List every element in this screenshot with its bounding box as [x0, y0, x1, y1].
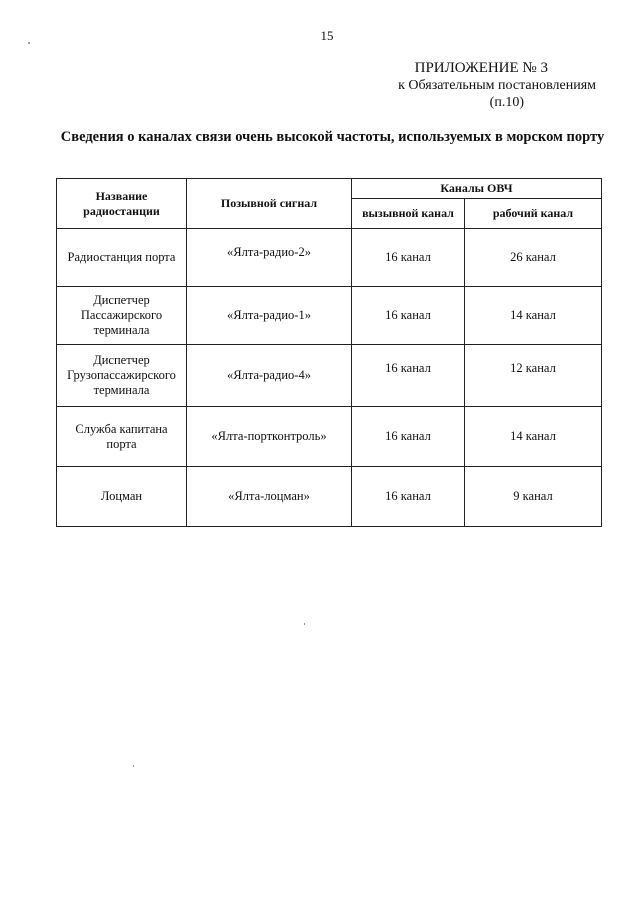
appendix-clause: (п.10): [489, 95, 524, 110]
station-name: Лоцман: [57, 467, 187, 527]
vhf-channels-table: [56, 178, 602, 527]
header-station-name: Название радиостанции: [57, 179, 187, 229]
appendix-block: [398, 60, 596, 111]
appendix-title: ПРИЛОЖЕНИЕ № 3: [414, 60, 548, 76]
table-row: [57, 407, 602, 467]
callsign: «Ялта-портконтроль»: [187, 407, 352, 467]
calling-channel: 16 канал: [352, 229, 465, 287]
table-row: [57, 287, 602, 345]
header-calling-channel: вызывной канал: [352, 199, 465, 229]
document-title: Сведения о каналах связи очень высокой частоты, используемых в морском порту: [60, 129, 605, 145]
callsign: «Ялта-радио-4»: [187, 345, 352, 407]
scan-mark: [133, 765, 134, 767]
callsign: «Ялта-лоцман»: [187, 467, 352, 527]
working-channel: 14 канал: [465, 287, 602, 345]
working-channel: 12 канал: [465, 345, 602, 407]
table-row: [57, 229, 602, 287]
appendix-reference: к Обязательным постановлениям: [398, 78, 596, 93]
header-vhf-channels: Каналы ОВЧ: [352, 179, 602, 199]
header-working-channel: рабочий канал: [465, 199, 602, 229]
table-row: [57, 345, 602, 407]
header-callsign: Позывной сигнал: [187, 179, 352, 229]
scan-mark: [28, 42, 30, 44]
calling-channel: 16 канал: [352, 345, 465, 407]
scan-mark: [304, 623, 305, 625]
working-channel: 9 канал: [465, 467, 602, 527]
calling-channel: 16 канал: [352, 287, 465, 345]
station-name: Диспетчер Грузопассажирского терминала: [57, 345, 187, 407]
table-row: [57, 467, 602, 527]
calling-channel: 16 канал: [352, 407, 465, 467]
working-channel: 26 канал: [465, 229, 602, 287]
callsign: «Ялта-радио-2»: [187, 229, 352, 287]
page-number: 15: [320, 28, 334, 43]
callsign: «Ялта-радио-1»: [187, 287, 352, 345]
working-channel: 14 канал: [465, 407, 602, 467]
station-name: Служба капитана порта: [57, 407, 187, 467]
station-name: Радиостанция порта: [57, 229, 187, 287]
calling-channel: 16 канал: [352, 467, 465, 527]
station-name: Диспетчер Пассажирского терминала: [57, 287, 187, 345]
